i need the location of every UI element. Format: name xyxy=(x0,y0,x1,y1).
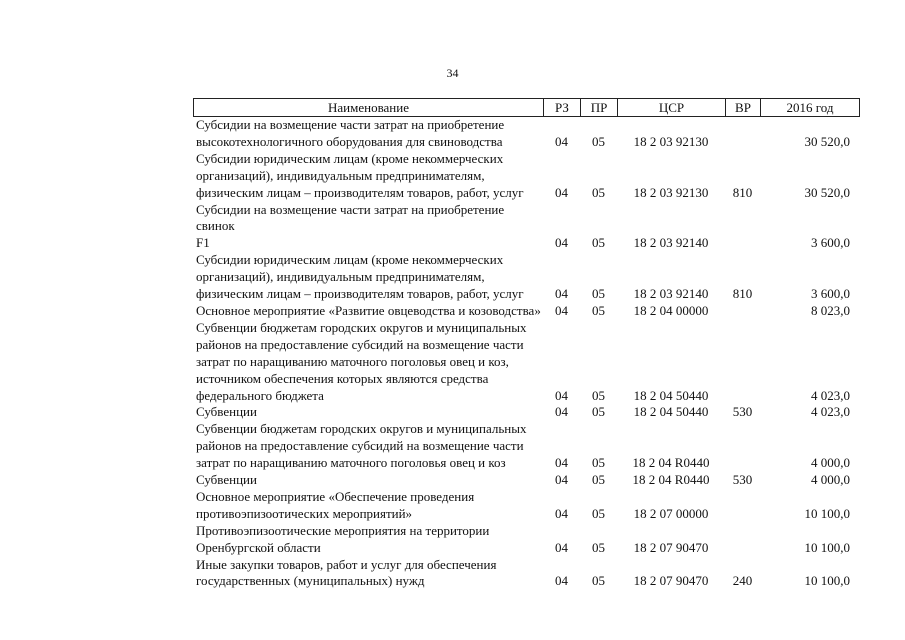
header-name: Наименование xyxy=(194,99,544,116)
row-pr: 05 xyxy=(592,286,605,302)
row-amount: 30 520,0 xyxy=(804,184,850,200)
row-name: Субвенции xyxy=(196,404,257,420)
table-row xyxy=(193,404,860,421)
header-csr: ЦСР xyxy=(618,99,726,116)
row-amount: 4 023,0 xyxy=(811,387,850,403)
row-vr: 530 xyxy=(732,404,753,420)
row-amount: 10 100,0 xyxy=(804,505,850,521)
row-pr: 05 xyxy=(592,235,605,251)
table-row xyxy=(193,421,860,472)
row-rz: 04 xyxy=(555,404,568,420)
row-vr: 530 xyxy=(732,472,753,488)
row-amount: 4 000,0 xyxy=(811,472,850,488)
row-vr: 240 xyxy=(732,573,753,589)
row-rz: 04 xyxy=(555,235,568,251)
table-row xyxy=(193,320,860,405)
row-pr: 05 xyxy=(592,472,605,488)
row-rz: 04 xyxy=(555,455,568,471)
row-csr: 18 2 03 92130 xyxy=(633,184,709,200)
row-pr: 05 xyxy=(592,387,605,403)
row-pr: 05 xyxy=(592,539,605,555)
row-pr: 05 xyxy=(592,573,605,589)
row-name: Субсидии на возмещение части затрат на приобретение свинок F1 xyxy=(196,201,505,251)
row-pr: 05 xyxy=(592,133,605,149)
table-header xyxy=(193,98,860,117)
row-amount: 4 023,0 xyxy=(811,404,850,420)
row-csr: 18 2 04 50440 xyxy=(633,404,709,420)
header-pr: ПР xyxy=(581,99,618,116)
row-pr: 05 xyxy=(592,455,605,471)
row-amount: 30 520,0 xyxy=(804,133,850,149)
row-pr: 05 xyxy=(592,505,605,521)
table-row xyxy=(193,252,860,303)
row-name: Основное мероприятие «Обеспечение проведения противоэпизоотических мероприятий» xyxy=(196,488,475,521)
header-rz: РЗ xyxy=(544,99,581,116)
row-rz: 04 xyxy=(555,573,568,589)
row-rz: 04 xyxy=(555,539,568,555)
row-vr: 810 xyxy=(732,286,753,302)
header-vr: ВР xyxy=(726,99,761,116)
row-csr: 18 2 03 92130 xyxy=(633,133,709,149)
budget-table xyxy=(193,98,860,590)
row-csr: 18 2 07 00000 xyxy=(633,505,709,521)
row-name: Иные закупки товаров, работ и услуг для обеспечения государственных (муниципальных) нужд xyxy=(196,556,497,589)
row-csr: 18 2 03 92140 xyxy=(633,286,709,302)
table-row xyxy=(193,557,860,591)
page-number: 34 xyxy=(446,66,459,80)
row-rz: 04 xyxy=(555,472,568,488)
row-rz: 04 xyxy=(555,133,568,149)
row-name: Субсидии юридическим лицам (кроме некоммерческих организаций), индивидуальным предпринимателям, физическим лицам – производителям товаров, работ, услуг xyxy=(196,252,524,302)
row-name: Субвенции xyxy=(196,472,257,488)
table-row xyxy=(193,472,860,489)
row-csr: 18 2 04 50440 xyxy=(633,387,709,403)
row-rz: 04 xyxy=(555,505,568,521)
table-row xyxy=(193,303,860,320)
row-amount: 8 023,0 xyxy=(811,302,850,318)
table-row xyxy=(193,523,860,557)
row-name: Противоэпизоотические мероприятия на территории Оренбургской области xyxy=(196,522,490,555)
row-pr: 05 xyxy=(592,184,605,200)
row-csr: 18 2 04 R0440 xyxy=(632,455,710,471)
row-name: Субвенции бюджетам городских округов и муниципальных районов на предоставление субсидий на возмещение части затрат по наращиванию маточного поголовья овец и коз, источником обеспечения которых являются средства федерального бюджета xyxy=(196,319,527,403)
row-amount: 10 100,0 xyxy=(804,539,850,555)
row-amount: 3 600,0 xyxy=(811,235,850,251)
row-rz: 04 xyxy=(555,286,568,302)
row-rz: 04 xyxy=(555,302,568,318)
row-amount: 10 100,0 xyxy=(804,573,850,589)
row-pr: 05 xyxy=(592,302,605,318)
row-pr: 05 xyxy=(592,404,605,420)
table-row xyxy=(193,489,860,523)
row-name: Субвенции бюджетам городских округов и муниципальных районов на предоставление субсидий на возмещение части затрат по наращиванию маточного поголовья овец и коз xyxy=(196,421,527,471)
row-vr: 810 xyxy=(732,184,753,200)
header-year: 2016 год xyxy=(786,100,834,115)
row-name: Субсидии юридическим лицам (кроме некоммерческих организаций), индивидуальным предпринимателям, физическим лицам – производителям товаров, работ, услуг xyxy=(196,150,524,200)
table-body xyxy=(193,117,860,590)
row-name: Субсидии на возмещение части затрат на приобретение высокотехнологичного оборудования для свиноводства xyxy=(196,117,505,149)
table-row xyxy=(193,151,860,202)
table-row xyxy=(193,117,860,151)
row-amount: 4 000,0 xyxy=(811,455,850,471)
row-name: Основное мероприятие «Развитие овцеводства и козоводства» xyxy=(196,302,541,318)
row-csr: 18 2 07 90470 xyxy=(633,539,709,555)
row-rz: 04 xyxy=(555,184,568,200)
row-rz: 04 xyxy=(555,387,568,403)
row-csr: 18 2 03 92140 xyxy=(633,235,709,251)
row-amount: 3 600,0 xyxy=(811,286,850,302)
row-csr: 18 2 04 R0440 xyxy=(632,472,710,488)
row-csr: 18 2 07 90470 xyxy=(633,573,709,589)
table-row xyxy=(193,202,860,253)
row-csr: 18 2 04 00000 xyxy=(633,302,709,318)
